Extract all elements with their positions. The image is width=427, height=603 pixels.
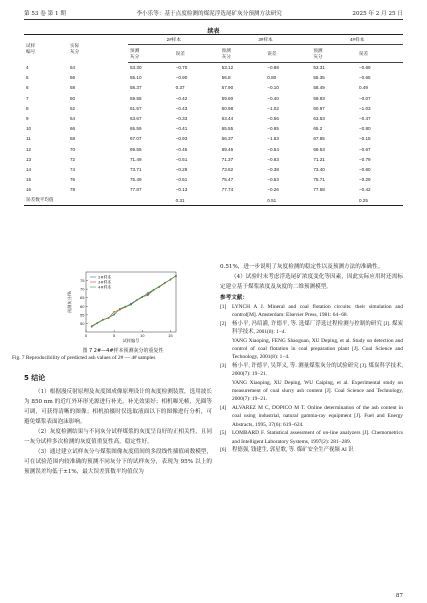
table-cell: 54 bbox=[70, 65, 76, 71]
running-header bbox=[24, 8, 403, 20]
data-point bbox=[96, 322, 98, 324]
table-cell: −0.54 bbox=[267, 146, 279, 152]
table-cell: 60.97 bbox=[313, 105, 325, 111]
sub-pred-header: 预测 灰分 bbox=[128, 45, 174, 63]
table-cell: 67.85 bbox=[313, 136, 325, 142]
x-tick-label: 0 bbox=[84, 333, 88, 338]
figure-7 bbox=[64, 268, 182, 344]
table-cell: −0.70 bbox=[175, 65, 188, 71]
sub-err-header: 误差 bbox=[174, 45, 220, 63]
table-cell: 69.46 bbox=[221, 146, 234, 152]
table-cell: −0.41 bbox=[175, 126, 188, 132]
table-cell: 58 bbox=[70, 85, 76, 91]
data-point bbox=[170, 279, 172, 281]
reference-text: YANG Xiaoping, XU Deping, WU Caiping, et al. Experimental study on measurement of coal slurry ash content [J]. Coal Science and Technology, 2000(7): 19−21. bbox=[232, 379, 403, 403]
footer-empty bbox=[220, 195, 266, 206]
table-cell: 9 bbox=[26, 116, 29, 122]
table-cell: −1.03 bbox=[358, 105, 371, 111]
table-cell: −0.38 bbox=[267, 166, 279, 172]
paragraph: （1）根据漫反射原理及灰度图成像原理设计的灰度检测装置，选用波长为 850 nm 的近红外环形光源进行补光，补光效果好；相机曝光帧，光圈等可调，可获得清晰的图像；相机拍摄时仅选取液面以下的图像进行分析，可避免煤浆表面泡沫影响。 bbox=[24, 389, 212, 425]
footer-empty bbox=[128, 195, 174, 206]
table-cell: −0.63 bbox=[267, 156, 279, 162]
data-point bbox=[164, 283, 166, 285]
table-cell: 75.49 bbox=[130, 177, 142, 183]
table-cell: 6 bbox=[26, 85, 29, 91]
reference-text: LOMBARD F. Statistical assessment of on-line analyzers [J]. Chemometrics and Intelligent Laboratory Systems, 1997(2): 281−289. bbox=[232, 430, 403, 445]
y-axis-label: 预测灰分/% bbox=[67, 290, 72, 314]
paragraph: （3）通过建立试样灰分与煤浆图像灰度值间的多段线性插值函数模型，可在试验范围内较准确的预测不同灰分下的试样灰分，表现为 95% 以上的预测误差均低于±1%，最大误差算数平均值仅为 bbox=[24, 449, 212, 475]
table-cell: 16 bbox=[26, 187, 32, 193]
data-point bbox=[125, 306, 127, 308]
table-cell: 56.8 bbox=[221, 75, 231, 81]
reference-text: 杨小平, 许德平, 吴拜义, 等. 测量煤浆灰分的试验研究 [J]. 煤炭科学技术, 2000(7): 19−21. bbox=[232, 362, 403, 378]
data-point bbox=[175, 275, 177, 277]
table-cell: 78 bbox=[70, 187, 76, 193]
sub-pred-header: 预测 灰分 bbox=[311, 45, 357, 63]
table-cell: 63.44 bbox=[221, 116, 234, 122]
table-cell: −0.13 bbox=[175, 187, 188, 193]
article-running-title: 李小乐等：基于点度检测的煤泥浮选尾矿灰分预测方法研究 bbox=[136, 11, 282, 17]
table-cell: 55.35 bbox=[313, 75, 325, 81]
table-cell: 60 bbox=[70, 95, 76, 101]
table-cell: 59.58 bbox=[130, 95, 142, 101]
table-cell: −0.80 bbox=[358, 126, 371, 132]
data-point bbox=[141, 297, 143, 299]
table-cell: 59.60 bbox=[221, 95, 234, 101]
line-chart bbox=[64, 268, 182, 344]
table-cell: 61.57 bbox=[130, 105, 142, 111]
reference-item bbox=[220, 446, 403, 454]
table-cell: 69.55 bbox=[130, 146, 142, 152]
data-point bbox=[147, 295, 149, 297]
reference-number bbox=[220, 379, 232, 404]
y-tick-label: 70 bbox=[80, 286, 85, 292]
section-title: 5 结论 bbox=[24, 374, 46, 382]
data-point bbox=[108, 317, 110, 319]
table-cell: 66.37 bbox=[221, 136, 234, 142]
table-row bbox=[24, 164, 403, 174]
table-cell: 71.21 bbox=[313, 156, 325, 162]
col-sample-header: 试样 编号 bbox=[24, 35, 68, 63]
table-cell: 71.49 bbox=[130, 156, 142, 162]
table-cell: 65.55 bbox=[221, 126, 234, 132]
reference-item bbox=[220, 429, 403, 446]
table-cell: −0.29 bbox=[175, 166, 188, 172]
table-cell: 53.31 bbox=[313, 65, 325, 71]
table-row bbox=[24, 83, 403, 93]
table-cell: 8 bbox=[26, 105, 29, 111]
table-cell: 77.87 bbox=[130, 187, 142, 193]
table-cell: 0.80 bbox=[267, 75, 277, 81]
y-tick-label: 60 bbox=[80, 303, 85, 309]
table-cell: −1.02 bbox=[267, 105, 279, 111]
table-cell: 58.37 bbox=[130, 85, 142, 91]
table-cell: −0.65 bbox=[358, 75, 371, 81]
footer-avg-2: 0.31 bbox=[174, 195, 220, 206]
table-cell: −0.26 bbox=[267, 187, 279, 193]
table-cell: 73.40 bbox=[313, 166, 325, 172]
y-tick-label: 55 bbox=[80, 312, 85, 318]
table-cell: 73.71 bbox=[130, 166, 142, 172]
col-actual-header: 实际 灰分 bbox=[68, 35, 128, 63]
reference-item bbox=[220, 320, 403, 337]
data-point bbox=[102, 319, 104, 321]
group-header-3: 3#样本 bbox=[220, 35, 312, 45]
table-row bbox=[24, 134, 403, 144]
reference-number bbox=[220, 337, 232, 362]
reference-text: ALVAREZ M C, DOPICO M T. Online determination of the ash content in coal using industrial, natural gamma-ray equipment [J]. Fuel and Energy Abstracts, 1995, 37(6): 619−624. bbox=[232, 404, 403, 428]
table-cell: 0.37 bbox=[175, 85, 185, 91]
table-cell: −0.40 bbox=[267, 95, 279, 101]
table-cell: 76 bbox=[70, 177, 76, 183]
reference-number: [5] bbox=[220, 430, 227, 437]
table-cell: 65.59 bbox=[130, 126, 142, 132]
table-cell: 64 bbox=[70, 116, 76, 122]
x-axis-label: 试样编号 bbox=[122, 338, 140, 343]
table-cell: −0.15 bbox=[358, 136, 371, 142]
table-cell: −0.29 bbox=[358, 177, 371, 183]
table-cell: 75.71 bbox=[313, 177, 325, 183]
sub-err-header: 误差 bbox=[265, 45, 311, 63]
table-cell: −0.60 bbox=[358, 166, 371, 172]
table-cell: 68 bbox=[70, 136, 76, 142]
table-cell: 77.74 bbox=[221, 187, 234, 193]
data-point bbox=[130, 304, 132, 306]
table-cell: −0.90 bbox=[175, 75, 188, 81]
table-cell: −0.42 bbox=[175, 95, 188, 101]
table-row bbox=[24, 185, 403, 195]
table-cell: 5 bbox=[26, 75, 29, 81]
table-cell: −0.53 bbox=[267, 177, 279, 183]
reference-item bbox=[220, 379, 403, 404]
table-cell: 70 bbox=[70, 146, 76, 152]
data-point bbox=[91, 326, 93, 328]
table-cell: 59.93 bbox=[313, 95, 325, 101]
reference-item bbox=[220, 404, 403, 429]
table-cell: −0.88 bbox=[267, 65, 279, 71]
x-tick-label: 10 bbox=[140, 333, 145, 338]
y-tick-label: 75 bbox=[80, 278, 85, 284]
page-number: 87 bbox=[395, 593, 403, 599]
reference-number: [2] bbox=[220, 320, 227, 327]
table-row bbox=[24, 103, 403, 113]
table-cell: 58.49 bbox=[313, 85, 325, 91]
legend-label: 3#样本 bbox=[98, 279, 112, 285]
y-tick-label: 50 bbox=[80, 320, 85, 326]
paragraph: 0.51%，进一步说明了灰度检测的稳定性以及预测方法的准确性。 bbox=[220, 264, 384, 270]
data-point bbox=[153, 289, 155, 291]
table-cell: 60.98 bbox=[221, 105, 234, 111]
table-row bbox=[24, 175, 403, 185]
table-cell: −0.33 bbox=[175, 116, 188, 122]
table-cell: 63.67 bbox=[130, 116, 142, 122]
table-cell: 75.47 bbox=[221, 177, 234, 183]
reference-text: YANG Xiaoping, FENG Shaoguan, XU Deping, et al. Study on detection and control of coal flotation in coal preparation plant [J]. Coal Science and Technology, 2001(8): 1−4. bbox=[232, 337, 403, 361]
table-cell: 4 bbox=[26, 65, 29, 71]
table-cell: 66 bbox=[70, 126, 76, 132]
table-cell: 73.62 bbox=[221, 166, 234, 172]
reference-number: [4] bbox=[220, 404, 227, 411]
reference-number: [3] bbox=[220, 362, 227, 369]
table-cell: −0.93 bbox=[175, 136, 188, 142]
sub-pred-header: 预测 灰分 bbox=[220, 45, 266, 63]
right-column bbox=[220, 262, 403, 454]
table-cell: 69.53 bbox=[313, 146, 325, 152]
table-row bbox=[24, 93, 403, 103]
table-cell: −1.63 bbox=[267, 136, 279, 142]
table-cell: 0.49 bbox=[358, 85, 368, 91]
table-row bbox=[24, 124, 403, 134]
footer-avg-4: 0.25 bbox=[357, 195, 403, 206]
data-point bbox=[113, 313, 115, 315]
data-point bbox=[113, 311, 115, 313]
paragraph: （4）试验时未考虑浮选尾矿浓度变化等因素，因此实际应用时还需标定建立基于煤浆浓度及灰度的二维预测模型。 bbox=[220, 274, 403, 290]
table-row bbox=[24, 113, 403, 123]
table-row bbox=[24, 154, 403, 164]
data-point bbox=[158, 286, 160, 288]
table-cell: 72 bbox=[70, 156, 76, 162]
reference-item bbox=[220, 337, 403, 362]
data-point bbox=[119, 308, 121, 310]
table-cell: −0.65 bbox=[267, 126, 279, 132]
table-cell: 74 bbox=[70, 166, 76, 172]
paragraph: （2）灰度检测结果与不同灰分试样煤浆的灰度呈良好的正相关性，且同一灰分试样多次检测的灰度值重复性高，稳定性好。 bbox=[24, 429, 212, 445]
reference-list bbox=[220, 303, 403, 454]
legend-label: 2#样本 bbox=[98, 274, 112, 280]
reference-text: 杨小平, 冯绍灌, 许德平, 等. 选煤厂浮选过程检测与控制的研究 [J]. 煤炭科学技术, 2001(8): 1−4. bbox=[232, 320, 403, 336]
conclusions-text bbox=[24, 387, 212, 477]
table-cell: 57.90 bbox=[221, 85, 234, 91]
footer-avg-3: 0.51 bbox=[265, 195, 311, 206]
reference-item bbox=[220, 362, 403, 379]
table-cell: 56 bbox=[70, 75, 76, 81]
references-heading: 参考文献： bbox=[220, 295, 248, 301]
table-cell: −0.56 bbox=[267, 116, 279, 122]
table-cell: 67.07 bbox=[130, 136, 142, 142]
reference-number: [1] bbox=[220, 304, 227, 310]
table-cell: 7 bbox=[26, 95, 29, 101]
footer-empty bbox=[311, 195, 357, 206]
table-cell: −0.69 bbox=[358, 65, 371, 71]
table-cell: 63.53 bbox=[313, 116, 325, 122]
table-cell: −0.42 bbox=[358, 187, 371, 193]
table-cell: 62 bbox=[70, 105, 76, 111]
table-cell: −0.07 bbox=[358, 95, 371, 101]
footer-label: 误差数平均值 bbox=[24, 195, 128, 206]
table-cell: −0.67 bbox=[358, 146, 371, 152]
table-row bbox=[24, 63, 403, 73]
table-cell: −0.10 bbox=[267, 85, 279, 91]
reference-text: 程德强, 钱建生, 郭星歌, 等. 煤矿安全生产视频 AI 识 bbox=[232, 446, 354, 453]
table-cell: 55.10 bbox=[130, 75, 142, 81]
table-cell: 15 bbox=[26, 177, 32, 183]
x-tick-label: 15 bbox=[168, 333, 173, 338]
reference-item bbox=[220, 303, 403, 320]
figure-caption-cn: 图 7 2#—4#样本预测灰分的重复性 bbox=[82, 348, 164, 354]
data-point bbox=[136, 299, 138, 301]
group-header-2: 2#样本 bbox=[128, 35, 220, 45]
table-cell: 53.12 bbox=[221, 65, 234, 71]
x-tick-label: 5 bbox=[113, 333, 116, 338]
table-cell: −0.51 bbox=[175, 177, 188, 183]
table-cell: 11 bbox=[26, 136, 31, 142]
data-point bbox=[147, 292, 149, 294]
table-cell: 65.2 bbox=[313, 126, 323, 132]
issue-date: 2025 年 2 月 25 日 bbox=[352, 11, 403, 17]
reference-number: [6] bbox=[220, 446, 227, 453]
table-row bbox=[24, 73, 403, 83]
table-cell: −0.51 bbox=[175, 156, 188, 162]
prediction-table bbox=[24, 34, 403, 206]
table-cell: 71.37 bbox=[221, 156, 234, 162]
table-cell: 53.30 bbox=[130, 65, 142, 71]
table-cell: −0.43 bbox=[175, 105, 188, 111]
table-cell: 14 bbox=[26, 166, 32, 172]
sub-err-header: 误差 bbox=[357, 45, 403, 63]
table-cell: 12 bbox=[26, 146, 32, 152]
reference-text: LYNCH A J. Mineral and coal flotation circuits: their simulation and control[M]. Amsterdam: Elsevier Press, 1981: 64−68. bbox=[232, 304, 403, 319]
table-cell: 77.58 bbox=[313, 187, 325, 193]
legend-label: 4#样本 bbox=[98, 284, 112, 290]
table-cell: −0.79 bbox=[358, 156, 371, 162]
table-caption: 续表 bbox=[207, 28, 220, 35]
table-row bbox=[24, 144, 403, 154]
figure-caption-en: Fig. 7 Reproducibility of predicted ash values of 2# — 4# samples bbox=[12, 355, 156, 361]
y-tick-label: 65 bbox=[80, 295, 85, 301]
table-cell: 10 bbox=[26, 126, 32, 132]
journal-volume: 第 53 卷 第 1 期 bbox=[24, 11, 66, 17]
table-cell: −0.47 bbox=[358, 116, 371, 122]
table-cell: −0.45 bbox=[175, 146, 188, 152]
group-header-4: 4#样本 bbox=[311, 35, 403, 45]
table-cell: 13 bbox=[26, 156, 32, 162]
